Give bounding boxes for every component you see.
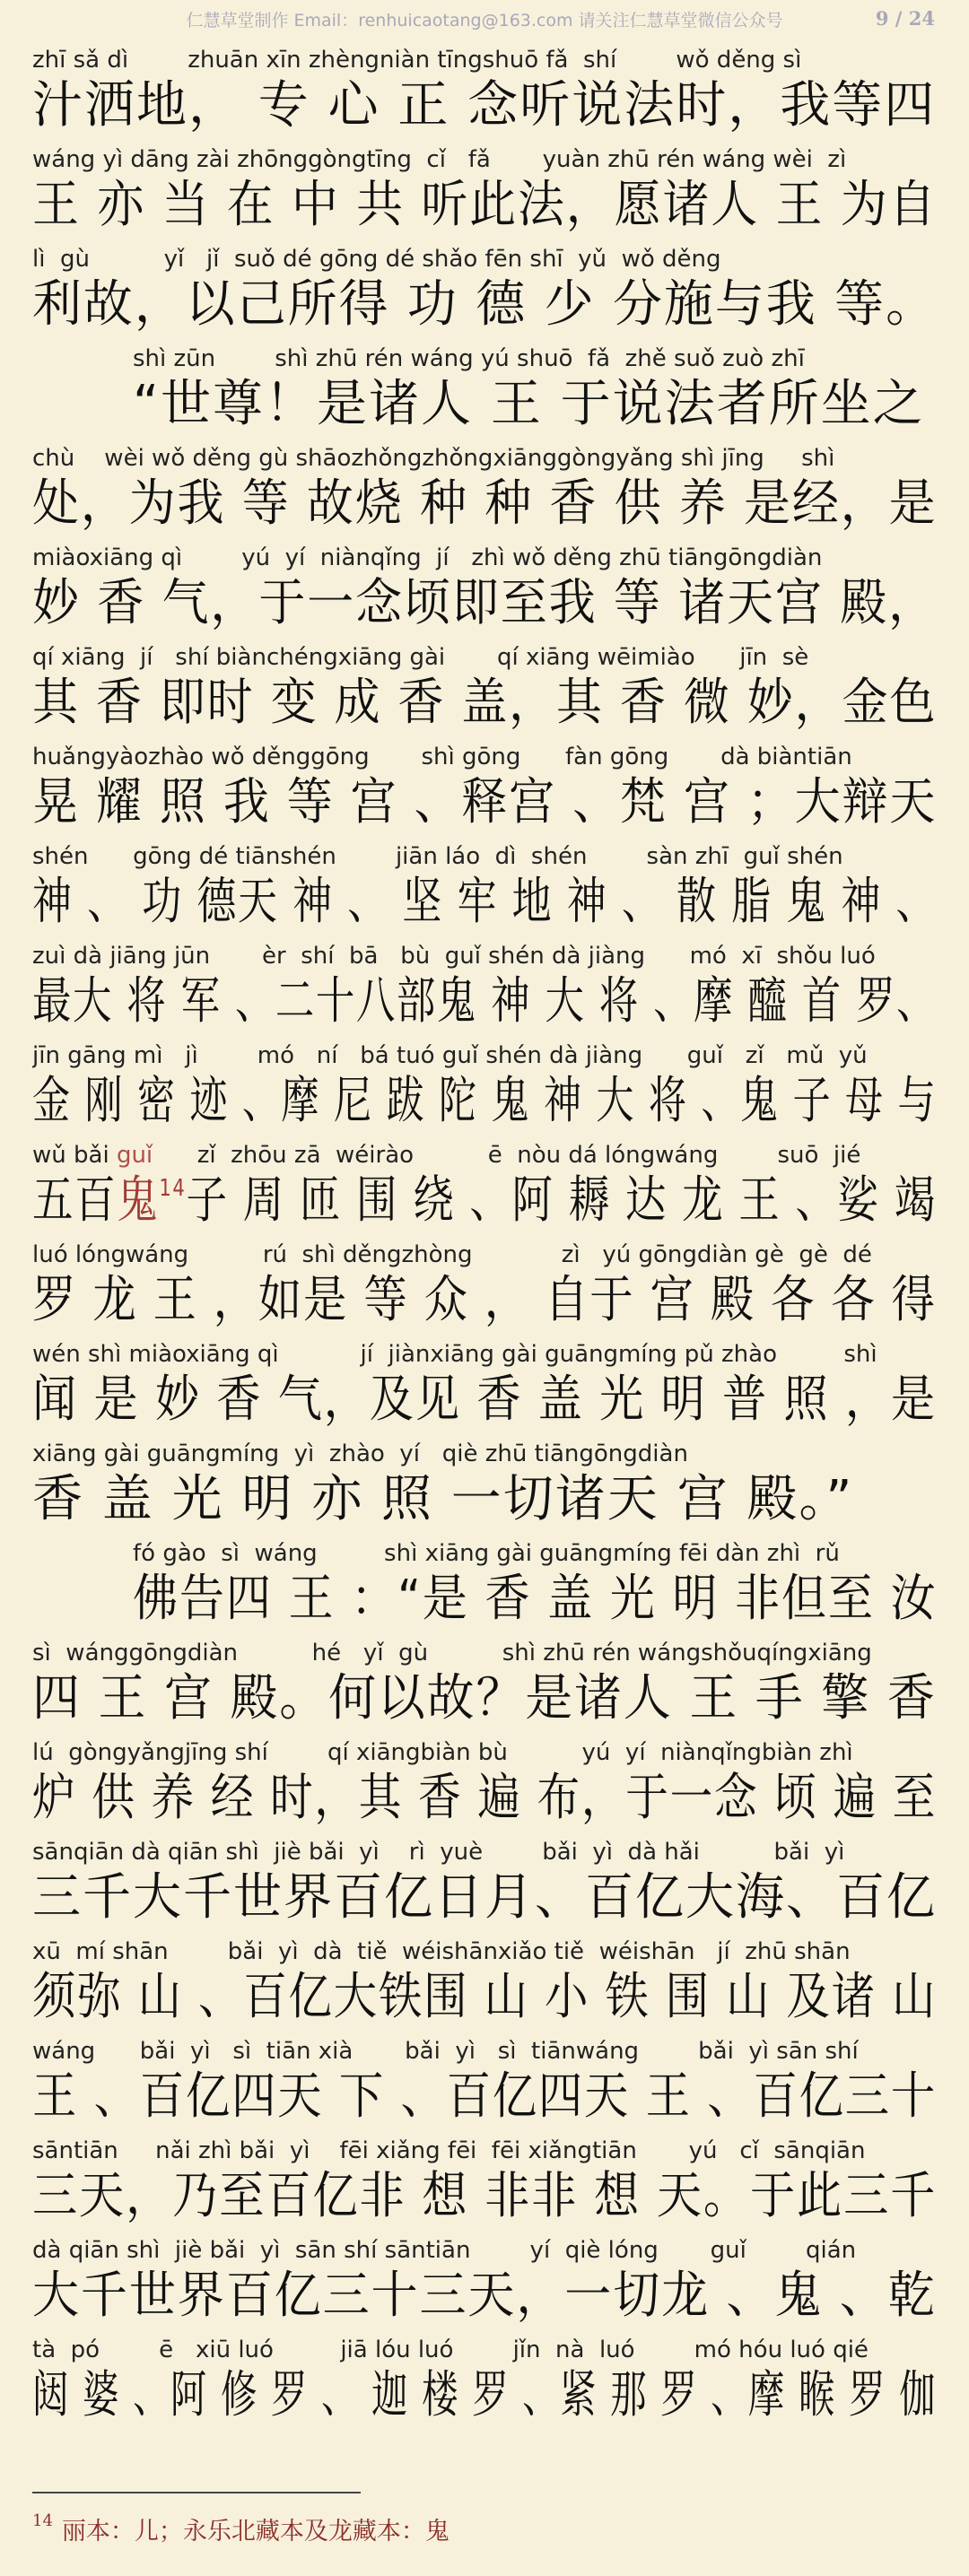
pinyin-line: sì wánggōngdiàn hé yǐ gù shì zhū rén wángshǒuqíngxiāng xyxy=(32,1640,872,1667)
hanzi-line: 须弥 山 、百亿大铁围 山 小 铁 围 山 及诸 山 xyxy=(32,1968,938,2026)
hanzi-line: 炉 供 养 经 时，其 香 遍 布，于一念 顷 遍 至 xyxy=(32,1769,938,1827)
hanzi-line: 三天，乃至百亿非 想 非非 想 天。于此三千 xyxy=(32,2167,938,2225)
hanzi-segment: 五百 xyxy=(32,1171,118,1230)
text-line xyxy=(32,1533,937,1632)
pinyin-line: miàoxiāng qì yú yí niànqǐng jí zhì wǒ děng zhū tiāngōngdiàn xyxy=(32,544,823,571)
pinyin-line: luó lóngwáng rú shì děngzhòng zì yú gōngdiàn gè gè dé xyxy=(32,1241,872,1268)
footnote-marker[interactable]: 14 xyxy=(159,1175,187,1202)
page-header xyxy=(0,0,969,39)
pinyin-segment: zǐ zhōu zā wéirào ē nòu dá lóngwáng suō jié xyxy=(153,1142,861,1169)
text-line xyxy=(32,1931,937,2031)
text-line xyxy=(32,2230,937,2329)
pinyin-line: qí xiāng jí shí biànchéngxiāng gài qí xiāng wēimiào jīn sè xyxy=(32,644,809,671)
hanzi-line: 最大 将 军 、二十八部鬼 神 大 将 、摩 醯 首 罗、 xyxy=(32,972,938,1031)
hanzi-line: 罗 龙 王 ，如是 等 众 ， 自于 宫 殿 各 各 得 xyxy=(32,1271,937,1329)
text-line xyxy=(32,1433,937,1533)
text-line xyxy=(32,1234,937,1334)
hanzi-line: 汁洒地， 专 心 正 念听说法时，我等四 xyxy=(32,76,937,135)
text-line xyxy=(32,239,937,338)
hanzi-segment: 子 周 匝 围 绕 、阿 耨 达 龙 王 、娑 竭 xyxy=(186,1171,937,1230)
credit-line: 仁慧草堂制作 Email：renhuicaotang@163.com 请关注仁慧草堂微信公众号 xyxy=(186,11,783,30)
pinyin-line: huǎngyàozhào wǒ děnggōng shì gōng fàn gōng dà biàntiān xyxy=(32,744,852,770)
text-line xyxy=(32,438,937,537)
hanzi-line xyxy=(32,1172,937,1230)
pinyin-line: jīn gāng mì jì mó ní bá tuó guǐ shén dà jiàng guǐ zǐ mǔ yǔ xyxy=(32,1042,868,1069)
pinyin-line: xiāng gài guāngmíng yì zhào yí qiè zhū tiāngōngdiàn xyxy=(32,1440,688,1467)
pinyin-line: xū mí shān bǎi yì dà tiě wéishānxiǎo tiě wéishān jí zhū shān xyxy=(32,1938,851,1965)
hanzi-line: 金 刚 密 迹 、摩 尼 跋 陀 鬼 神 大 将 、鬼 子 母 与 xyxy=(32,1072,938,1130)
hanzi-line: 处，为我 等 故烧 种 种 香 供 养 是经，是 xyxy=(32,474,938,533)
text-line xyxy=(32,836,937,936)
text-line xyxy=(32,1135,937,1234)
pinyin-line: lì gù yǐ jǐ suǒ dé gōng dé shǎo fēn shī yǔ wǒ děng xyxy=(32,246,721,273)
hanzi-line: 利故，以己所得 功 德 少 分施与我 等。 xyxy=(32,275,938,334)
text-line xyxy=(32,2031,937,2130)
hanzi-line: 大千世界百亿三十三天，一切龙 、鬼 、乾 xyxy=(32,2267,937,2325)
scripture-text xyxy=(32,39,937,2429)
footnote-text: 丽本：儿；永乐北藏本及龙藏本：鬼 xyxy=(61,2518,450,2546)
pinyin-line: shì zūn shì zhū rén wáng yú shuō fǎ zhě suǒ zuò zhī xyxy=(133,345,805,372)
pinyin-line: lú gòngyǎngjīng shí qí xiāngbiàn bù yú yí niànqǐngbiàn zhì xyxy=(32,1739,853,1766)
pinyin-line: sānqiān dà qiān shì jiè bǎi yì rì yuè bǎi yì dà hǎi bǎi yì xyxy=(32,1839,845,1866)
footnote xyxy=(32,2511,930,2546)
footnote-number: 14 xyxy=(32,2511,53,2530)
text-line xyxy=(32,1035,937,1135)
page-number: 9 / 24 xyxy=(875,7,935,30)
pinyin-line: wáng bǎi yì sì tiān xià bǎi yì sì tiānwáng bǎi yì sān shí xyxy=(32,2038,859,2065)
hanzi-line: 其 香 即时 变 成 香 盖，其 香 微 妙，金色 xyxy=(32,674,938,732)
hanzi-line: 晃 耀 照 我 等 宫 、释宫 、梵 宫 ；大辩天 xyxy=(32,773,938,831)
text-line xyxy=(32,1632,937,1732)
text-line xyxy=(32,2130,937,2230)
pinyin-line: zhī sǎ dì zhuān xīn zhèngniàn tīngshuō fǎ shí wǒ děng sì xyxy=(32,47,802,74)
text-line xyxy=(32,1732,937,1832)
hanzi-line: 王 亦 当 在 中 共 听此法，愿诸人 王 为自 xyxy=(32,176,938,234)
hanzi-line: 三千大千世界百亿日月、百亿大海、百亿 xyxy=(32,1868,937,1927)
pinyin-line: dà qiān shì jiè bǎi yì sān shí sāntiān yí qiè lóng guǐ qián xyxy=(32,2237,857,2264)
text-line xyxy=(32,537,937,637)
text-line xyxy=(32,2329,937,2429)
hanzi-line: 闼 婆 、阿 修 罗 、 迦 楼 罗 、紧 那 罗 、摩 睺 罗 伽 xyxy=(32,2366,937,2424)
hanzi-annotated: 鬼 xyxy=(117,1171,160,1230)
text-line xyxy=(32,1334,937,1433)
text-line xyxy=(32,936,937,1035)
text-line xyxy=(32,139,937,239)
pinyin-line: shén gōng dé tiānshén jiān láo dì shén sàn zhī guǐ shén xyxy=(32,843,843,870)
pinyin-segment: wǔ bǎi xyxy=(32,1142,117,1169)
hanzi-line: 香 盖 光 明 亦 照 一切诸天 宫 殿。” xyxy=(32,1470,854,1528)
text-line xyxy=(32,1832,937,1931)
text-line xyxy=(32,39,937,139)
footnote-divider xyxy=(32,2492,361,2493)
pinyin-line xyxy=(32,1140,937,1171)
hanzi-line: 妙 香 气，于一念顷即至我 等 诸天宫 殿， xyxy=(32,574,937,632)
hanzi-line: 王 、百亿四天 下 、百亿四天 王 、百亿三十 xyxy=(32,2067,938,2126)
pinyin-line: wén shì miàoxiāng qì jí jiànxiāng gài guāngmíng pǔ zhào shì xyxy=(32,1341,877,1368)
text-line xyxy=(32,338,937,438)
hanzi-line: 闻 是 妙 香 气，及见 香 盖 光 明 普 照 ，是 xyxy=(32,1371,937,1429)
hanzi-line: 神 、 功 德天 神 、 坚 牢 地 神 、 散 脂 鬼 神 、 xyxy=(32,873,938,931)
pinyin-line: wáng yì dāng zài zhōnggòngtīng cǐ fǎ yuàn zhū rén wáng wèi zì xyxy=(32,146,847,173)
hanzi-line: 四 王 宫 殿。何以故？是诸人 王 手 擎 香 xyxy=(32,1669,937,1727)
pinyin-line: sāntiān nǎi zhì bǎi yì fēi xiǎng fēi fēi xiǎngtiān yú cǐ sānqiān xyxy=(32,2137,866,2164)
text-line xyxy=(32,637,937,736)
pinyin-line: chù wèi wǒ děng gù shāozhǒngzhǒngxiānggòngyǎng shì jīng shì xyxy=(32,445,835,472)
pinyin-line: tà pó ē xiū luó jiā lóu luó jǐn nà luó mó hóu luó qié xyxy=(32,2337,869,2363)
text-line xyxy=(32,736,937,836)
pinyin-line: fó gào sì wáng shì xiāng gài guāngmíng fēi dàn zhì rǔ xyxy=(133,1540,840,1567)
pinyin-line: zuì dà jiāng jūn èr shí bā bù guǐ shén dà jiàng mó xī shǒu luó xyxy=(32,943,876,970)
hanzi-line: “世尊！是诸人 王 于说法者所坐之 xyxy=(133,375,925,433)
hanzi-line: 佛告四 王 ：“是 香 盖 光 明 非但至 汝 xyxy=(133,1570,938,1628)
pinyin-annotated: guǐ xyxy=(116,1142,153,1169)
